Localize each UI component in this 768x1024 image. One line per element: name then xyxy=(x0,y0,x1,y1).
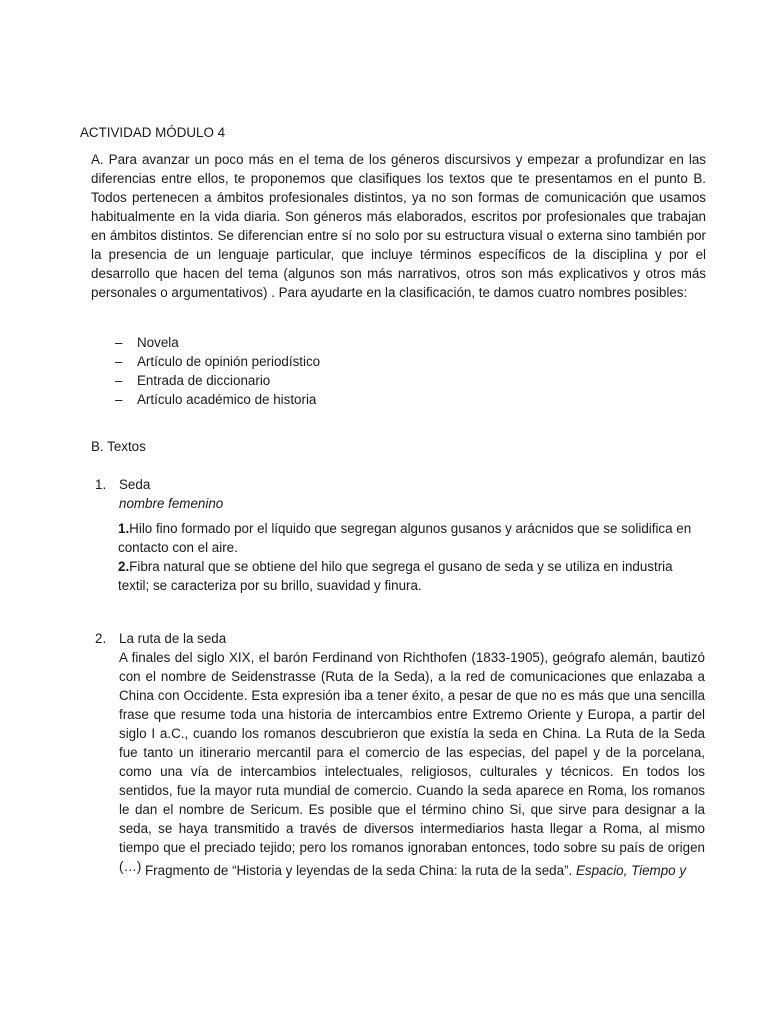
definition-1-number: 1. xyxy=(118,521,130,536)
text-2-number: 2. xyxy=(95,631,107,646)
section-b-heading: B. Textos xyxy=(91,439,146,454)
genre-label: Artículo de opinión periodístico xyxy=(137,354,321,369)
genre-label: Novela xyxy=(137,335,179,350)
definition-2-text: Fibra natural que se obtiene del hilo que segrega el gusano de seda y se utiliza en industria textil; se caracteriza por su brillo, suavidad y finura. xyxy=(118,559,673,593)
section-a-intro xyxy=(91,150,706,302)
entry-definitions xyxy=(118,519,703,595)
entry-category: nombre femenino xyxy=(119,496,224,511)
source-text: Fragmento de “Historia y leyendas de la seda China: la ruta de la seda”. xyxy=(145,863,573,878)
list-item xyxy=(115,371,320,390)
list-dash: – xyxy=(115,335,123,350)
entry-word: Seda xyxy=(119,477,151,492)
text-2-body: A finales del siglo XIX, el barón Ferdinand von Richthofen (1833-1905), geógrafo alemán, bautizó con el nombre de Seidenstrasse (Ruta de la Seda), a la red de comunicaciones que enlazaba a China con Occidente. Esta expresión iba a tener éxito, a pesar de que no es más que una sencilla frase que resume toda una historia de intercambios entre Extremo Oriente y Europa, a partir del siglo I a.C., cuando los romanos descubrieron que existía la seda en China. La Ruta de la Seda fue tanto un itinerario mercantil para el comercio de las especias, del papel y de la porcelana, como una vía de intercambios intelectuales, religiosos, culturales y técnicos. En todos los sentidos, fue la mayor ruta mundial de comercio. Cuando la seda aparece en Roma, los romanos le dan el nombre de Sericum. Es posible que el término chino Si, que sirve para designar a la seda, se haya transmitido a través de diversos intermediarios hasta llegar a Roma, al mismo tiempo que el preciado tejido; pero los romanos ignoraban entonces, todo sobre su país de origen (…) xyxy=(119,650,705,874)
activity-title: ACTIVIDAD MÓDULO 4 xyxy=(80,125,226,140)
list-item xyxy=(115,333,320,352)
genre-label: Entrada de diccionario xyxy=(137,373,271,388)
list-item xyxy=(115,390,320,409)
genre-options-list xyxy=(115,333,320,409)
list-dash: – xyxy=(115,373,123,388)
text-2-title: La ruta de la seda xyxy=(119,631,227,646)
source-citation xyxy=(145,861,686,880)
list-dash: – xyxy=(115,392,123,407)
source-journal: Espacio, Tiempo y xyxy=(575,863,687,878)
definition-1 xyxy=(118,519,703,557)
list-dash: – xyxy=(115,354,123,369)
text-1-number: 1. xyxy=(95,477,107,492)
list-item xyxy=(115,352,320,371)
genre-label: Artículo académico de historia xyxy=(137,392,317,407)
intro-paragraph: A. Para avanzar un poco más en el tema de los géneros discursivos y empezar a profundizar en las diferencias entre ellos, te proponemos que clasifiques los textos que te presentamos en el punto B. Todos pertenecen a ámbitos profesionales distintos, ya no son formas de comunicación que usamos habitualmente en la vida diaria. Son géneros más elaborados, escritos por profesionales que trabajan en ámbitos distintos. Se diferencian entre sí no solo por su estructura visual o externa sino también por la presencia de un lenguaje particular, que incluye términos específicos de la disciplina y por el desarrollo que hacen del tema (algunos son más narrativos, otros son más explicativos y otros más personales o argumentativos) . Para ayudarte en la clasificación, te damos cuatro nombres posibles: xyxy=(91,152,706,300)
definition-2 xyxy=(118,557,703,595)
definition-2-number: 2. xyxy=(118,559,130,574)
definition-1-text: Hilo fino formado por el líquido que segregan algunos gusanos y arácnidos que se solidifica en contacto con el aire. xyxy=(118,521,692,555)
